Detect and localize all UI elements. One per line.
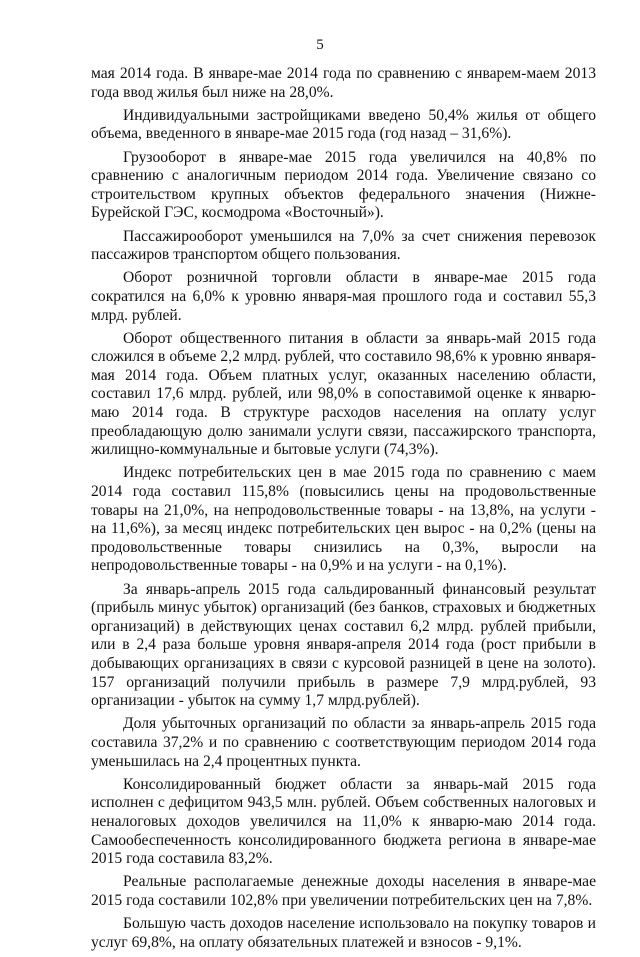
paragraph-spending-structure: Большую часть доходов население использовало на покупку товаров и услуг 69,8%, на оплату обязательных платежей и взносов - 9,1%. (91, 915, 596, 951)
page-number: 5 (316, 37, 324, 53)
paragraph-freight-turnover: Грузооборот в январе-мае 2015 года увеличился на 40,8% по сравнению с аналогичным периодом 2014 года. Увеличение связано со строительством крупных объектов федерального значения (Нижне-Бурейской ГЭС, космодрома «Восточный»). (91, 148, 596, 222)
paragraph-financial-result: За январь-апрель 2015 года сальдированный финансовый результат (прибыль минус убыток) организаций (без банков, страховых и бюджетных организаций) в действующих ценах составил 6,2 млрд. рублей прибыли, или в 2,4 раза больше уровня января-апреля 2014 года (рост прибыли в добывающих организациях в связи с курсовой разницей в цене на золото). 157 организаций получили прибыль в размере 7,9 млрд.рублей, 93 организации - убыток на сумму 1,7 млрд.рублей). (91, 580, 596, 710)
paragraph-unprofitable-share: Доля убыточных организаций по области за январь-апрель 2015 года составила 37,2% и по сравнению с соответствующим периодом 2014 года уменьшилась на 2,4 процентных пункта. (91, 715, 596, 770)
paragraph-consolidated-budget: Консолидированный бюджет области за январь-май 2015 года исполнен с дефицитом 943,5 млн. рублей. Объем собственных налоговых и неналоговых доходов увеличился на 11,0% к январю-маю 2014 года. Самообеспеченность консолидированного бюджета региона в январе-мае 2015 года составила 83,2%. (91, 775, 596, 868)
paragraph-retail-turnover: Оборот розничной торговли области в январе-мае 2015 года сократился на 6,0% к уровню января-мая прошлого года и составил 55,3 млрд. рублей. (91, 269, 596, 324)
paragraph-catering-services: Оборот общественного питания в области за январь-май 2015 года сложился в объеме 2,2 млрд. рублей, что составило 98,6% к уровню января-мая 2014 года. Объем платных услуг, оказанных населению области, составил 17,6 млрд. рублей, или 98,0% в сопоставимой оценке к январю-маю 2014 года. В структуре расходов населения на оплату услуг преобладающую долю занимали услуги связи, пассажирского транспорта, жилищно-коммунальные и бытовые услуги (74,3%). (91, 329, 596, 459)
document-body (91, 65, 596, 957)
paragraph-real-income: Реальные располагаемые денежные доходы населения в январе-мае 2015 года составили 102,8% при увеличении потребительских цен на 7,8%. (91, 873, 596, 909)
paragraph-passenger-turnover: Пассажирооборот уменьшился на 7,0% за счет снижения перевозок пассажиров транспортом общего пользования. (91, 227, 596, 264)
paragraph-individual-builders: Индивидуальными застройщиками введено 50,4% жилья от общего объема, введенного в январе-мае 2015 года (год назад – 31,6%). (91, 106, 596, 143)
paragraph-housing-continuation: мая 2014 года. В январе-мае 2014 года по сравнению с январем-маем 2013 года ввод жилья был ниже на 28,0%. (91, 65, 596, 101)
paragraph-consumer-price-index: Индекс потребительских цен в мае 2015 года по сравнению с маем 2014 года составил 115,8% (повысились цены на продовольственные товары на 21,0%, на непродовольственные товары - на 13,8%, на услуги - на 11,6%), за месяц индекс потребительских цен вырос - на 0,2% (цены на продовольственные товары снизились на 0,3%, выросли на непродовольственные товары - на 0,9% и на услуги - на 0,1%). (91, 464, 596, 575)
